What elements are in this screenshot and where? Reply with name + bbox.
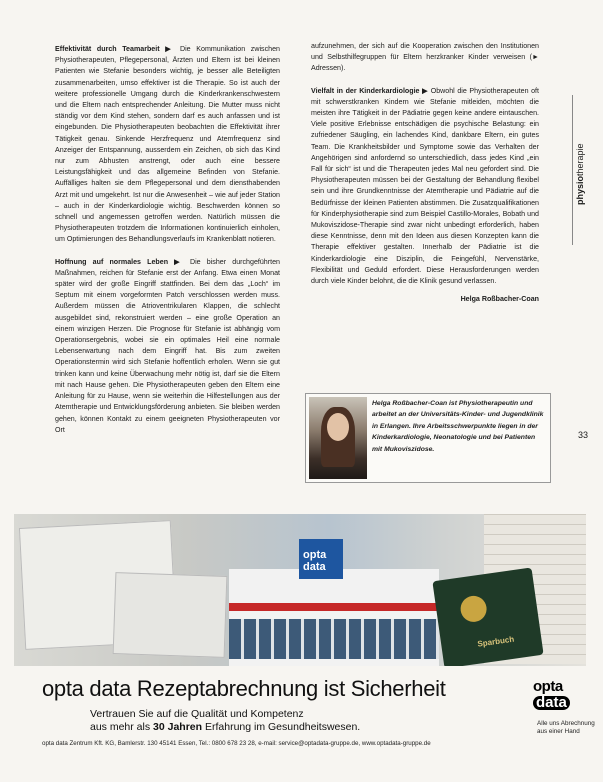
run-in-heading: Hoffnung auf normales Leben ▶ <box>55 257 184 266</box>
savings-book <box>432 567 543 666</box>
paragraph-text: Die Kommunikation zwischen Physiotherapeuten, Pflegepersonal, Ärzten und Eltern ist bei kleinen Patienten wie Stefanie besonders wichtig, je besser alle Beteiligten zusammenarbeiten, umso effektiver ist die Therapie. So ist auch der weitere professionelle Umgang durch die Kinderkrankenschwestern und die Eltern nach entsprechender Anleitung. Die Mutter muss nicht ständig vor dem Kind stehen, sondern darf es auch anfassen und ist eingebunden. Die Physiotherapeuten beobachten die Effektivität ihrer Tätigkeit genau. Sinkende Herzfrequenz und Atemfrequenz sind Anzeiger der Entspannung, ausserdem ein Zeichen, ob sich das Kind nur zum Abhusten anstrengt, oder auch eine bessere Leistungsfähigkeit und das allgemeine Befinden von Stefanie. Auffälliges halten sie dem Pflegepersonal und dem diensthabenden Arzt mit und umgekehrt. Ist nur die Anwesenheit – wie auf jeder Station – auch in der Kinderkardiologie wichtig. Beschwerden können so schnell und angemessen getroffen werden. Natürlich müssen die Physiotherapeuten trotzdem die Informationen kontinuierlich einholen, um Optimierungen des Behandlungsverlaufs im Krankenblatt notieren. <box>55 45 280 244</box>
section-label-regular: therapie <box>575 143 585 176</box>
ad-headline: opta data Rezeptabrechnung ist Sicherheit <box>42 676 446 701</box>
ad-tagline: Alle uns Abrechnung aus einer Hand <box>537 720 595 736</box>
advertisement-image <box>14 514 586 666</box>
section-label <box>575 143 585 205</box>
paragraph <box>311 86 539 288</box>
page-number: 33 <box>578 430 589 440</box>
logo-word-bottom: data <box>533 696 570 710</box>
paragraph-text: Obwohl die Physiotherapeuten oft mit schwerstkranken Kindern wie Stefanie mitleiden, möchten die meisten ihre Tätigkeit in der Pädiatrie gegen keine andere eintauschen. Viele positive Erlebnisse entschädigen die psychische Belastung: ein zufriedener Säugling, ein lachendes Kind, dankbare Eltern, ein gutes Team. Die Krankheitsbilder und Symptome sowie das Verhalten der Angehörigen sind anfordernd so unterschiedlich, dass jedes Kind „ein Fall für sich“ ist und die Therapeuten jedes Mal neu gefordert sind. Die Physiotherapeuten müssen bei der Gestaltung der Behandlung flexibel sein und ihre Grundkenntnisse der Atemtherapie und Pädiatrie auf die Bedürfnisse der kleinen Patienten abstimmen. Die Zusatzqualifikationen für Kinderphysiotherapie sind zum Beispiel Castillo-Morales, Bobath und Mukoviszidose-Therapie sind zwar nicht unbedingt erforderlich, haben diese Kenntnisse, denn mit den Ideen aus diesen Konzepten kann die Therapie effektiver gestalten. Innerhalb der Pädiatrie ist die Kinderkardiologie eine Disziplin, die Feingefühl, Nervenstärke, Flexibilität und Geduld erfordert. Diese Herausforderungen werden durch viele Kinder belohnt, die die Klinik gesund verlassen. <box>311 86 539 286</box>
ad-subline-1: Vertrauen Sie auf die Qualität und Kompetenz <box>90 708 304 720</box>
run-in-heading: Vielfalt in der Kinderkardiologie ▶ <box>311 86 429 95</box>
left-column <box>55 44 280 447</box>
paragraph <box>55 257 280 436</box>
author-bio-text: Helga Roßbacher-Coan ist Physiotherapeutin und arbeitet an der Universitäts-Kinder- und Jugendklinik in Erlangen. Ihre Arbeitsschwerpunkte liegen in der Kinderkardiologie, Neonatologie und bei Patienten mit Mukoviszidose. <box>372 400 544 453</box>
building-band <box>229 603 439 611</box>
paragraph <box>311 41 539 75</box>
building <box>229 549 439 666</box>
ad-subline-2-post: Erfahrung im Gesundheitswesen. <box>202 721 361 733</box>
savings-book-label: Sparbuch <box>476 634 515 649</box>
section-tab <box>572 95 589 245</box>
paragraph <box>55 44 280 246</box>
ad-subline-2 <box>90 721 360 734</box>
ad-subline <box>90 708 360 734</box>
author-signature: Helga Roßbacher-Coan <box>460 295 539 304</box>
building-tower <box>299 539 343 579</box>
ad-subline-2-pre: aus mehr als <box>90 721 154 733</box>
ad-subline-2-bold: 30 Jahren <box>153 721 203 733</box>
paragraph-text: Die bisher durchgeführten Maßnahmen, reichen für Stefanie erst der Anfang. Etwa einen Monat später wird der große Eingriff stattfinden. Bei dem das „Loch“ im Septum mit einem vorgeformten Patch verschlossen werden muss. Außerdem müssen die Atrioventrikularen Klappen, die schlecht ausgebildet sind, rekonstruiert werden – eine große Operation an einem winzigen Herzen. Die Prognose für Stefanie ist abhängig vom Operationsergebnis, wobei sie ein optimales Heil eine normale Lebenserwartung nach dem Eingriff hat. Bis zum zweiten Operationstermin wird sich Stefanie hoffentlich erholen. Wenn sie gut trinken kann und keine Überwachung mehr nötig ist, darf sie die Eltern mit nach Hause gehen. Die Physiotherapeuten geben den Eltern eine Anleitung für zu Hause, wenn sie weiterhin die Hilfestellungen aus der Atemtherapie und Entwicklungsförderung anbieten. Sie bleiben werden gehen, können Kontakt zu einem geeigneten Physiotherapeuten vor Ort <box>55 257 280 434</box>
right-column <box>311 41 539 305</box>
building-windows <box>229 619 439 659</box>
section-label-bold: physio <box>575 175 585 205</box>
opta-data-logo <box>533 680 589 712</box>
author-bio-box <box>305 393 551 483</box>
document-sheet <box>113 572 228 658</box>
ad-contact-footer: opta data Zentrum Kft. KG, Bamlerstr. 130 45141 Essen, Tel.: 0800 678 23 28, e-mail: service@optadata-gruppe.de, www.optadata-gruppe.de <box>42 740 431 747</box>
author-photo <box>309 397 367 479</box>
coin-emblem <box>459 594 488 623</box>
run-in-heading: Effektivität durch Teamarbeit ▶ <box>55 45 175 53</box>
face-shape <box>327 413 349 441</box>
paragraph-text: aufzunehmen, der sich auf die Kooperation zwischen den Institutionen und Selbsthilfegruppen für Eltern herzkranker Kinder verweisen (► Adressen). <box>311 42 539 73</box>
tower-label: opta data <box>303 549 327 573</box>
logo-word-top: opta <box>533 678 563 695</box>
